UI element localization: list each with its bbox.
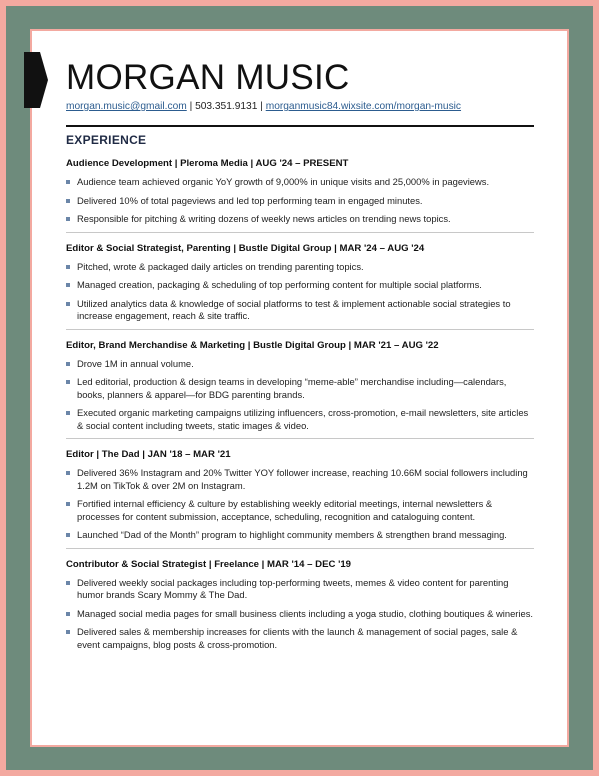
job-entry (66, 243, 534, 323)
job-bullet-item (66, 279, 534, 292)
bullet-text: Pitched, wrote & packaged daily articles on trending parenting topics. (77, 260, 364, 272)
bullet-square-icon (66, 199, 70, 203)
bullet-square-icon (66, 581, 70, 585)
job-title: Editor | The Dad | JAN '18 – MAR '21 (66, 449, 231, 460)
job-bullet-item (66, 261, 534, 274)
bullet-square-icon (66, 380, 70, 384)
name-tab-marker-icon (24, 52, 48, 108)
job-bullets (66, 577, 534, 652)
bullet-text: Delivered sales & membership increases for clients with the launch & management of social pages, sale & event campaigns, blog posts & cross-promotion. (77, 626, 518, 650)
candidate-name: MORGAN MUSIC (66, 58, 350, 97)
job-title: Editor, Brand Merchandise & Marketing | Bustle Digital Group | MAR '21 – AUG '22 (66, 339, 439, 351)
bullet-square-icon (66, 362, 70, 366)
bullet-text: Responsible for pitching & writing dozens of weekly news articles on trending news topics. (77, 213, 451, 224)
bullet-square-icon (66, 502, 70, 506)
section-title-experience: EXPERIENCE (66, 133, 147, 147)
header-rule (66, 125, 534, 127)
job-bullet-item (66, 626, 534, 651)
job-title: Contributor & Social Strategist | Freelance | MAR '14 – DEC '19 (66, 558, 352, 570)
bullet-text: Launched “Dad of the Month” program to highlight community members & strengthen brand messaging. (77, 529, 507, 540)
job-bullet-item (66, 195, 534, 208)
bullet-text: Drove 1M in annual volume. (77, 357, 194, 369)
bullet-square-icon (66, 533, 70, 537)
job-divider (66, 548, 534, 549)
bullet-text: Executed organic marketing campaigns utilizing influencers, cross-promotion, e-mail newsletters, site articles & social content including tweets, static images & video. (77, 407, 529, 431)
bullet-square-icon (66, 283, 70, 287)
bullet-text: Managed creation, packaging & scheduling of top performing content for multiple social platforms. (77, 279, 482, 290)
contact-separator: | (257, 101, 266, 112)
job-bullet-item (66, 407, 534, 432)
experience-list (66, 158, 534, 657)
job-bullet-item (66, 467, 534, 492)
job-entry (66, 559, 534, 652)
bullet-text: Managed social media pages for small business clients including a yoga studio, clothing boutiques & wineries. (77, 607, 533, 619)
bullet-text: Delivered weekly social packages including top-performing tweets, memes & video content for parenting humor brands Scary Mommy & The Dad. (77, 576, 509, 600)
contact-line (66, 101, 461, 112)
job-bullet-item (66, 376, 534, 401)
contact-separator: | (186, 101, 196, 112)
job-bullets (66, 467, 534, 542)
job-bullet-item (66, 608, 534, 621)
job-title: Audience Development | Pleroma Media | AUG '24 – PRESENT (66, 158, 349, 169)
email-link[interactable]: morgan.music@gmail.com (66, 101, 187, 112)
bullet-text: Utilized analytics data & knowledge of social platforms to test & implement actionable social strategies to increase engagement, reach & site traffic. (77, 297, 511, 321)
website-link[interactable]: morganmusic84.wixsite.com/morgan-music (265, 101, 462, 112)
job-bullet-item (66, 298, 534, 323)
job-bullet-item (66, 213, 534, 226)
bullet-square-icon (66, 265, 70, 269)
bullet-square-icon (66, 302, 70, 306)
bullet-text: Fortified internal efficiency & culture by establishing weekly editorial meetings, internal newsletters & processes for content submission, acceptance, scheduling, recognition and cataloguing content. (77, 498, 493, 522)
job-entry (66, 340, 534, 433)
job-entry (66, 158, 534, 226)
bullet-text: Audience team achieved organic YoY growth of 9,000% in unique visits and 25,000% in pageviews. (77, 176, 490, 187)
job-bullet-item (66, 498, 534, 523)
bullet-square-icon (66, 471, 70, 475)
job-bullet-item (66, 358, 534, 371)
job-divider (66, 232, 534, 233)
job-bullet-item (66, 577, 534, 602)
job-bullets (66, 358, 534, 433)
bullet-square-icon (66, 612, 70, 616)
job-divider (66, 329, 534, 330)
bullet-square-icon (66, 217, 70, 221)
job-title: Editor & Social Strategist, Parenting | Bustle Digital Group | MAR '24 – AUG '24 (66, 242, 425, 254)
bullet-square-icon (66, 411, 70, 415)
bullet-square-icon (66, 630, 70, 634)
bullet-text: Delivered 36% Instagram and 20% Twitter YOY follower increase, reaching 10.66M social followers including 1.2M on TikTok & over 2M on Instagram. (77, 467, 528, 491)
phone-number: 503.351.9131 (195, 101, 258, 112)
job-entry (66, 449, 534, 542)
job-bullet-item (66, 176, 534, 189)
bullet-text: Delivered 10% of total pageviews and led top performing team in engaged minutes. (77, 194, 423, 206)
job-bullets (66, 261, 534, 323)
job-divider (66, 438, 534, 439)
job-bullets (66, 176, 534, 226)
bullet-square-icon (66, 180, 70, 184)
bullet-text: Led editorial, production & design teams in developing “meme-able” merchandise including—calendars, books, planners & apparel—for BDG parenting brands. (77, 376, 507, 400)
job-bullet-item (66, 529, 534, 542)
